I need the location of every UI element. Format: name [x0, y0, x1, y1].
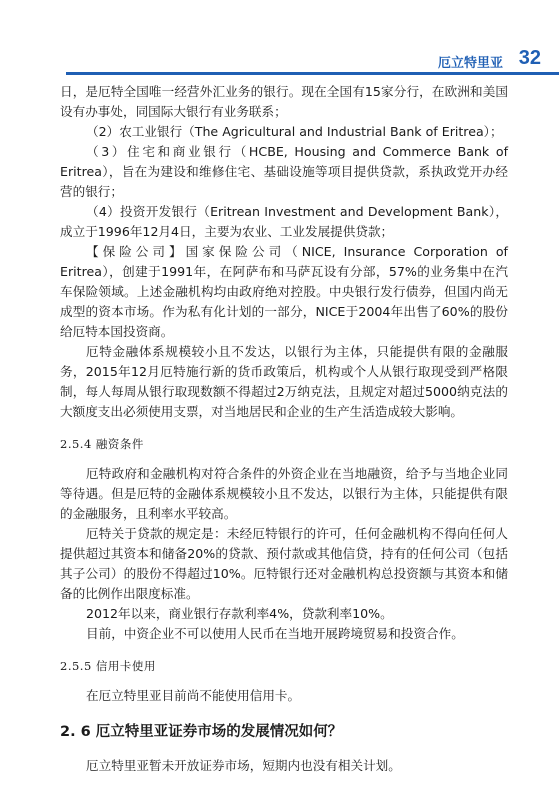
document-body — [60, 82, 508, 776]
paragraph-agri-bank: （2）农工业银行（The Agricultural and Industrial Bank of Eritrea）； — [86, 124, 503, 139]
header-country-title: 厄立特里亚 — [437, 56, 503, 71]
paragraph-financing-4: 目前，中资企业不可以使用人民币在当地开展跨境贸易和投资合作。 — [86, 626, 464, 641]
paragraph-bank-eritrea-cont: 日，是厄特全国唯一经营外汇业务的银行。现在全国有15家分行，在欧洲和美国设有办事处，同国际大银行有业务联系； — [60, 84, 508, 119]
section-heading-2-6: 2. 6 厄立特里亚证券市场的发展情况如何？ — [60, 724, 343, 740]
paragraph-securities-market: 厄立特里亚暂未开放证券市场，短期内也没有相关计划。 — [86, 758, 401, 773]
paragraph-hcbe: （3）住宅和商业银行（HCBE, Housing and Commerce Bank of Eritrea），旨在为建设和维修住宅、基础设施等项目提供贷款，系执政党开办经营的银行； — [60, 144, 508, 199]
paragraph-financing-2: 厄特关于贷款的规定是：未经厄特银行的许可，任何金融机构不得向任何人提供超过其资本和储备20%的贷款、预付款或其他信贷，持有的任何公司（包括其子公司）的股份不得超过10%。厄特银行还对金融机构总投资额与其资本和储备的比例作出限度标准。 — [60, 526, 508, 601]
section-heading-2-5-4: 2.5.4 融资条件 — [60, 437, 144, 451]
header-rule — [66, 72, 559, 75]
paragraph-credit-card: 在厄立特里亚目前尚不能使用信用卡。 — [86, 688, 301, 703]
paragraph-financial-system: 厄特金融体系规模较小且不发达，以银行为主体，只能提供有限的金融服务，2015年12月厄特施行新的货币政策后，机构或个人从银行取现受到严格限制，每人每周从银行取现数额不得超过2万纳克法，且规定对超过5000纳克法的大额度支出必须使用支票，对当地居民和企业的生产生活造成较大影响。 — [60, 344, 508, 419]
paragraph-financing-3: 2012年以来，商业银行存款利率4%，贷款利率10%。 — [86, 606, 393, 621]
section-heading-2-5-5: 2.5.5 信用卡使用 — [60, 659, 156, 673]
page-number: 32 — [518, 47, 541, 69]
paragraph-insurance: 【保险公司】国家保险公司（NICE, Insurance Corporation of Eritrea），创建于1991年，在阿萨布和马萨瓦设有分部，57%的业务集中在汽车保险领域。上述金融机构均由政府绝对控股。中央银行发行债券，但国内尚无成型的资本市场。作为私有化计划的一部分，NICE于2004年出售了60%的股份给厄特本国投资商。 — [60, 244, 508, 339]
paragraph-financing-1: 厄特政府和金融机构对符合条件的外资企业在当地融资，给予与当地企业同等待遇。但是厄特的金融体系规模较小且不发达，以银行为主体，只能提供有限的金融服务，且利率水平较高。 — [60, 466, 508, 521]
paragraph-investment-bank: （4）投资开发银行（Eritrean Investment and Development Bank），成立于1996年12月4日，主要为农业、工业发展提供贷款； — [60, 204, 508, 239]
page-header — [0, 0, 559, 86]
